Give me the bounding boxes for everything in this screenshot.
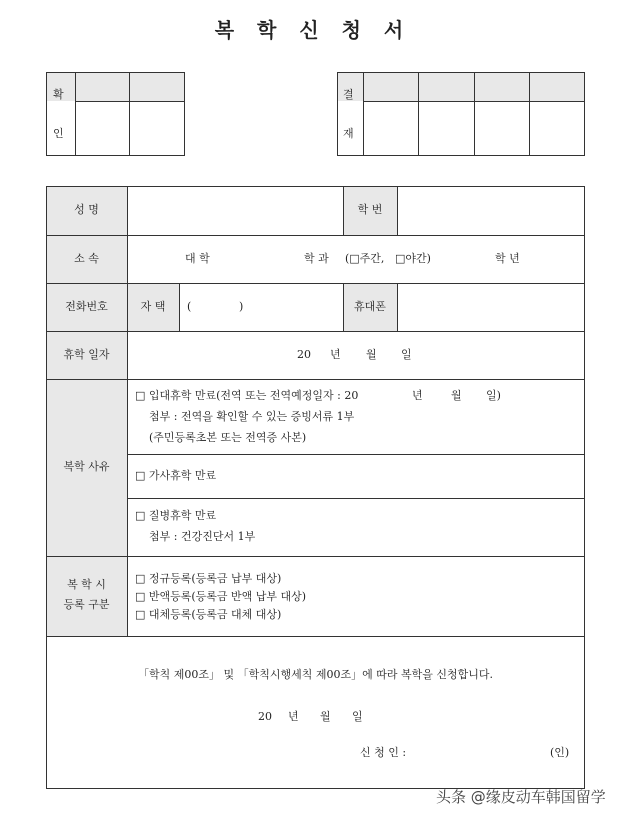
affiliation-label: 소 속 — [74, 252, 99, 265]
registration-label-line1: 복 학 시 — [67, 578, 106, 591]
phone-label: 전화번호 — [65, 300, 108, 313]
reason-military-line2: 첨부 : 전역을 확인할 수 있는 증빙서류 1부 — [149, 410, 355, 423]
registration-option: □ 대체등록(등록금 대체 대상) — [135, 608, 282, 621]
applicant-label: 신 청 인 : — [360, 746, 407, 759]
registration-option: □ 반액등록(등록금 반액 납부 대상) — [135, 590, 307, 603]
footer-date-m: 월 — [320, 710, 331, 723]
watermark: 头条 @缘皮动车韩国留学 — [436, 788, 606, 806]
leave-date-year: 20 — [297, 348, 311, 361]
applicant-seal: (인) — [550, 746, 570, 759]
registration-option: □ 정규등록(등록금 납부 대상) — [135, 572, 282, 585]
reason-military-y: 년 — [412, 389, 423, 402]
footer-date-y: 년 — [288, 710, 299, 723]
approval-right-char1: 결 — [343, 88, 354, 101]
footer-statement: 「학칙 제00조」 및 「학칙시행세칙 제00조」에 따라 복학을 신청합니다. — [138, 668, 493, 681]
approval-right-char2: 재 — [343, 127, 354, 140]
affiliation-dept: 학 과 — [304, 252, 329, 265]
affiliation-year: 학 년 — [495, 252, 520, 265]
page-title: 복 학 신 청 서 — [214, 18, 412, 42]
home-phone-close: ) — [239, 300, 244, 313]
student-id-label: 학 번 — [357, 203, 383, 216]
reason-military-line3: (주민등록초본 또는 전역증 사본) — [149, 431, 307, 444]
approval-left-char1: 확 — [53, 88, 64, 101]
mobile-label: 휴대폰 — [354, 300, 386, 313]
leave-date-label: 휴학 일자 — [63, 348, 110, 361]
leave-date-y: 년 — [330, 348, 341, 361]
reason-military-d: 일) — [486, 389, 501, 402]
reason-military-line1: □ 입대휴학 만료(전역 또는 전역예정일자 : 20 — [135, 389, 359, 402]
reason-illness-line2: 첨부 : 건강진단서 1부 — [149, 530, 256, 543]
home-phone-label: 자 택 — [140, 300, 166, 313]
reason-family: □ 가사휴학 만료 — [135, 469, 217, 482]
approval-left-char2: 인 — [53, 127, 64, 140]
name-label: 성 명 — [74, 203, 99, 216]
reason-military-m: 월 — [451, 389, 462, 402]
footer-date-d: 일 — [352, 710, 363, 723]
registration-label-line2: 등록 구분 — [63, 598, 110, 611]
leave-date-d: 일 — [401, 348, 412, 361]
leave-date-m: 월 — [366, 348, 377, 361]
footer-date-year: 20 — [258, 710, 272, 723]
affiliation-night: □야간) — [395, 252, 431, 265]
reason-illness-line1: □ 질병휴학 만료 — [135, 509, 217, 522]
home-phone-open: ( — [187, 300, 192, 313]
affiliation-college: 대 학 — [185, 252, 210, 265]
reason-label: 복학 사유 — [63, 460, 110, 473]
affiliation-day: (□주간, — [345, 252, 385, 265]
